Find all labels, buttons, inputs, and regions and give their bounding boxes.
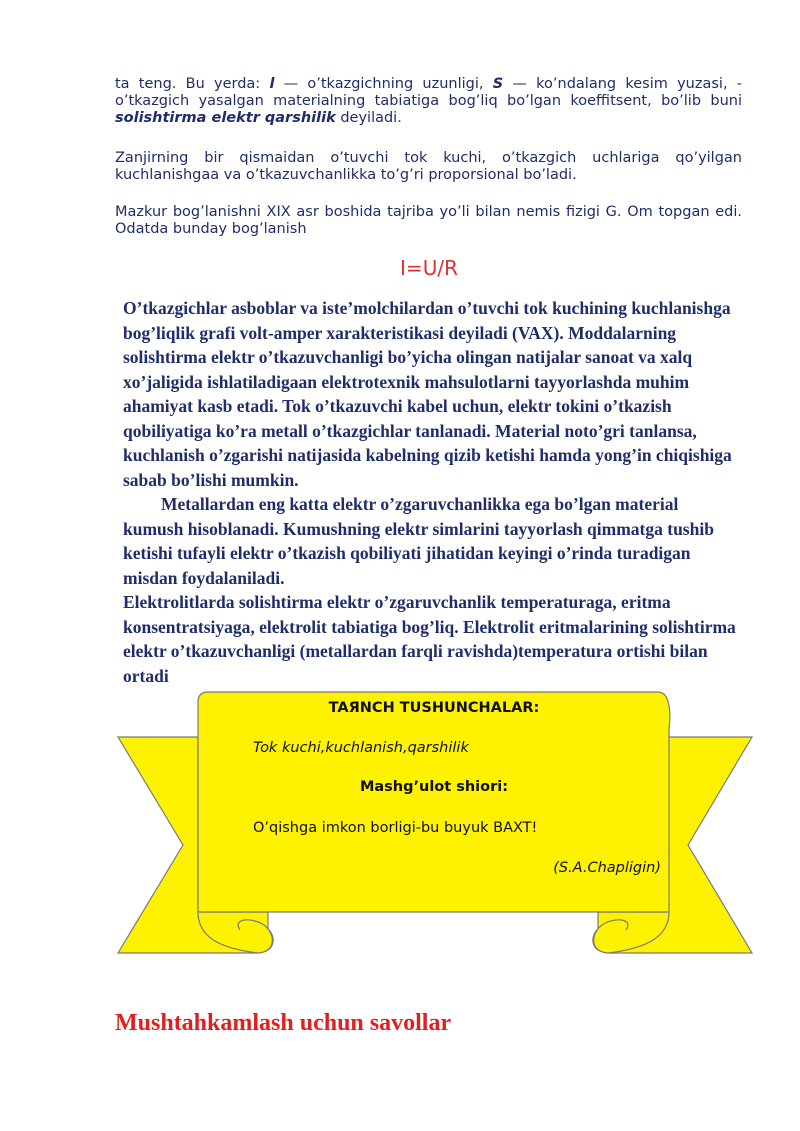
banner-motto: O’qishga imkon borligi-bu buyuk BAXT! — [253, 820, 538, 836]
paragraph-ohm-law-statement: Zanjirning bir qismaidan o’tuvchi tok kuchi, o’tkazgich uchlariga qo’yilgan kuchlanishgaa va o’tkazuvchanlikka to’g’ri proporsional bo’ladi. — [115, 150, 742, 183]
ribbon-main-body — [198, 692, 670, 912]
bold-paragraph-metals: Metallardan eng katta elektr o’zgaruvchanlikka ega bo’lgan material kumush hisoblanadi. Kumushning elektr simlarini tayyorlash qimmatga tushib ketishi tufayli elektr o’tkazish qobiliyati jihatidan keyingi o’rinda turadigan misdan foydalaniladi. — [123, 494, 714, 588]
term-resistivity: solishtirma elektr qarshilik — [115, 110, 336, 126]
banner-key-terms: Tok kuchi,kuchlanish,qarshilik — [253, 740, 469, 756]
symbol-s: S — [492, 76, 504, 92]
text-run: ta teng. Bu yerda: — [115, 76, 270, 92]
section-title-review-questions: Mushtahkamlash uchun savollar — [115, 1010, 452, 1036]
text-run: — o’tkazgichning uzunligi, — [274, 76, 493, 92]
banner-motto-title: Mashg’ulot shiori: — [359, 779, 509, 795]
banner-motto-author: (S.A.Chapligin) — [553, 860, 661, 876]
formula-ohm-law: I=U/R — [400, 256, 458, 280]
text-run: deyiladi. — [335, 110, 402, 126]
banner-title: TAЯNCH TUSHUNCHALAR: — [328, 700, 540, 716]
paragraph-ohm-history: Mazkur bog’lanishni XIX asr boshida tajriba yo’li bilan nemis fizigi G. Om topgan edi. Odatda bunday bog’lanish — [115, 204, 742, 237]
symbol-l: l — [269, 76, 275, 92]
bold-paragraph-electrolytes: Elektrolitlarda solishtirma elektr o’zgaruvchanlik temperaturaga, eritma konsentratsiyaga, elektrolit tabiatiga bog’liq. Elektrolit eritmalarining solishtirma elektr o’tkazuvchanligi (metallardan farqli ravishda)temperatura ortishi bilan ortadi — [123, 592, 736, 686]
text-run: — ko’ndalang kesim yuzasi, - o’tkazgich yasalgan materialning tabiatiga bog’liq bo’lgan koeffitsent, bo’lib buni — [115, 76, 743, 109]
bold-paragraph-vax: O’tkazgichlar asboblar va iste’molchilardan o’tuvchi tok kuchining kuchlanishga bog’liqlik grafi volt-amper xarakteristikasi deyiladi (VAX). Moddalarning solishtirma elektr o’tkazuvchanligi bo’yicha olingan natijalar sanoat va xalq xo’jaligida ishlatiladigaan elektrotexnik mahsulotlarni tayyorlashda muhim ahamiyat kasb etadi. Tok o’tkazuvchi kabel uchun, elektr tokini o’tkazish qobiliyatiga ko’ra metall o’tkazgichlar tanlanadi. Material noto’gri tanlansa, kuchlanish o’zgarishi natijasida kabelning qizib ketishi hamda yong’in chiqishiga sabab bo’lishi mumkin. — [123, 298, 732, 490]
